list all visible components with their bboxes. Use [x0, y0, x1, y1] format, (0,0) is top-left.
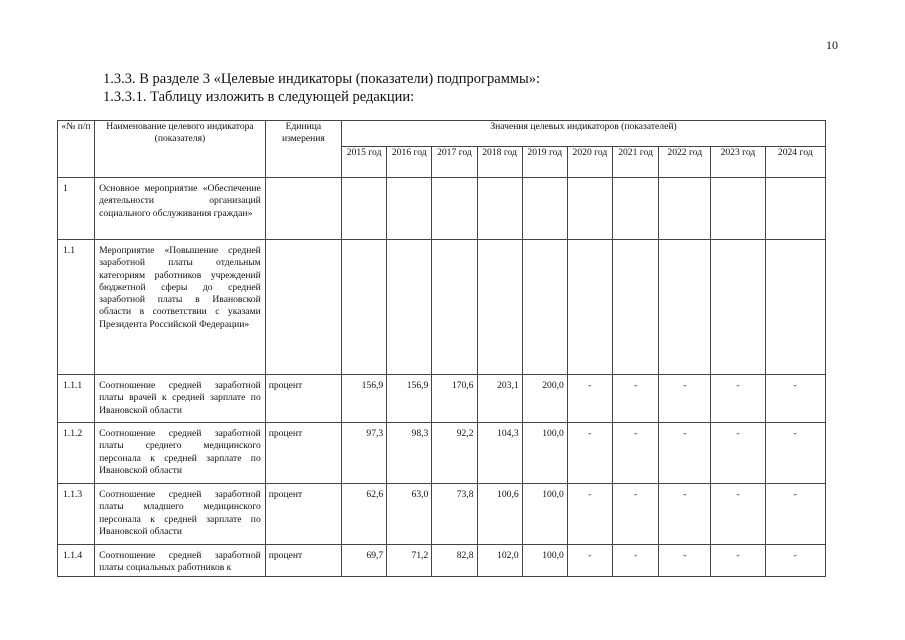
- value-cell: [387, 240, 432, 375]
- value-cell: [659, 240, 711, 375]
- unit-cell: процент: [265, 545, 341, 577]
- value-cell: 100,0: [522, 545, 567, 577]
- table-row: [58, 178, 826, 240]
- value-cell: -: [567, 545, 612, 577]
- table-row: [58, 240, 826, 375]
- value-cell: [612, 240, 658, 375]
- header-year: 2021 год: [612, 147, 658, 178]
- value-cell: 170,6: [432, 375, 477, 423]
- subsection-heading: 1.3.3.1. Таблицу изложить в следующей редакции:: [103, 89, 415, 105]
- value-cell: 92,2: [432, 423, 477, 484]
- row-number: 1.1.4: [58, 545, 95, 577]
- unit-cell: процент: [265, 423, 341, 484]
- value-cell: -: [659, 484, 711, 545]
- value-cell: 97,3: [342, 423, 387, 484]
- indicators-table: [57, 120, 826, 577]
- header-unit: Единица измерения: [265, 121, 341, 178]
- header-num: «№ п/п: [58, 121, 95, 178]
- indicator-name: [95, 240, 266, 375]
- value-cell: -: [567, 484, 612, 545]
- value-cell: [522, 178, 567, 240]
- value-cell: 98,3: [387, 423, 432, 484]
- value-cell: 73,8: [432, 484, 477, 545]
- header-values: Значения целевых индикаторов (показателей): [342, 121, 826, 147]
- value-cell: [711, 240, 765, 375]
- header-name: Наименование целевого индикатора (показателя): [95, 121, 266, 178]
- value-cell: [342, 240, 387, 375]
- indicator-name: [95, 178, 266, 240]
- value-cell: -: [612, 484, 658, 545]
- value-cell: [387, 178, 432, 240]
- indicator-name: [95, 423, 266, 484]
- indicator-name-text: Соотношение средней заработной платы врачей к средней зарплате по Ивановской области: [99, 380, 261, 416]
- page-number: 10: [826, 38, 838, 52]
- value-cell: 63,0: [387, 484, 432, 545]
- value-cell: [567, 240, 612, 375]
- value-cell: -: [765, 545, 825, 577]
- value-cell: 156,9: [342, 375, 387, 423]
- value-cell: [522, 240, 567, 375]
- indicator-name: [95, 484, 266, 545]
- value-cell: 203,1: [477, 375, 522, 423]
- value-cell: [612, 178, 658, 240]
- value-cell: -: [711, 484, 765, 545]
- value-cell: -: [711, 423, 765, 484]
- value-cell: [765, 240, 825, 375]
- value-cell: -: [612, 375, 658, 423]
- table-row: [58, 423, 826, 484]
- row-number: 1.1.2: [58, 423, 95, 484]
- value-cell: [432, 240, 477, 375]
- unit-cell: процент: [265, 375, 341, 423]
- value-cell: 82,8: [432, 545, 477, 577]
- header-year: 2024 год: [765, 147, 825, 178]
- table-row: [58, 545, 826, 577]
- indicator-name-text: Соотношение средней заработной платы социальных работников к: [99, 550, 261, 574]
- indicator-name-text: Соотношение средней заработной платы младшего медицинского персонала к средней зарплате по Ивановской области: [99, 489, 261, 537]
- section-heading: 1.3.3. В разделе 3 «Целевые индикаторы (показатели) подпрограммы»:: [103, 71, 541, 87]
- value-cell: 69,7: [342, 545, 387, 577]
- indicator-name: [95, 375, 266, 423]
- value-cell: [477, 240, 522, 375]
- indicator-name: [95, 545, 266, 577]
- header-year: 2016 год: [387, 147, 432, 178]
- value-cell: -: [765, 375, 825, 423]
- table-row: [58, 484, 826, 545]
- value-cell: 100,6: [477, 484, 522, 545]
- value-cell: -: [612, 545, 658, 577]
- value-cell: -: [659, 545, 711, 577]
- row-number: 1: [58, 178, 95, 240]
- value-cell: 100,0: [522, 484, 567, 545]
- value-cell: [659, 178, 711, 240]
- value-cell: [477, 178, 522, 240]
- value-cell: -: [765, 423, 825, 484]
- header-year: 2018 год: [477, 147, 522, 178]
- indicator-name-text: Мероприятие «Повышение средней заработной платы отдельным категориям работников учреждений бюджетной сферы до средней заработной платы в Ивановской области в соответствии с указами Президента Российской Федерации»: [99, 245, 261, 330]
- value-cell: -: [567, 423, 612, 484]
- value-cell: -: [567, 375, 612, 423]
- value-cell: -: [612, 423, 658, 484]
- value-cell: -: [711, 375, 765, 423]
- header-year: 2015 год: [342, 147, 387, 178]
- value-cell: 62,6: [342, 484, 387, 545]
- unit-cell: [265, 240, 341, 375]
- value-cell: 102,0: [477, 545, 522, 577]
- value-cell: 156,9: [387, 375, 432, 423]
- row-number: 1.1: [58, 240, 95, 375]
- value-cell: [432, 178, 477, 240]
- indicator-name-text: Соотношение средней заработной платы среднего медицинского персонала к средней зарплате по Ивановской области: [99, 428, 261, 476]
- unit-cell: [265, 178, 341, 240]
- header-year: 2022 год: [659, 147, 711, 178]
- value-cell: -: [659, 423, 711, 484]
- header-year: 2017 год: [432, 147, 477, 178]
- table-row: [58, 375, 826, 423]
- indicator-name-text: Основное мероприятие «Обеспечение деятельности организаций социального обслуживания граждан»: [99, 183, 261, 219]
- row-number: 1.1.1: [58, 375, 95, 423]
- header-year: 2023 год: [711, 147, 765, 178]
- value-cell: -: [765, 484, 825, 545]
- value-cell: [711, 178, 765, 240]
- value-cell: 100,0: [522, 423, 567, 484]
- value-cell: 71,2: [387, 545, 432, 577]
- value-cell: [567, 178, 612, 240]
- row-number: 1.1.3: [58, 484, 95, 545]
- value-cell: -: [659, 375, 711, 423]
- unit-cell: процент: [265, 484, 341, 545]
- value-cell: 200,0: [522, 375, 567, 423]
- header-year: 2020 год: [567, 147, 612, 178]
- value-cell: -: [711, 545, 765, 577]
- header-year: 2019 год: [522, 147, 567, 178]
- value-cell: 104,3: [477, 423, 522, 484]
- value-cell: [765, 178, 825, 240]
- value-cell: [342, 178, 387, 240]
